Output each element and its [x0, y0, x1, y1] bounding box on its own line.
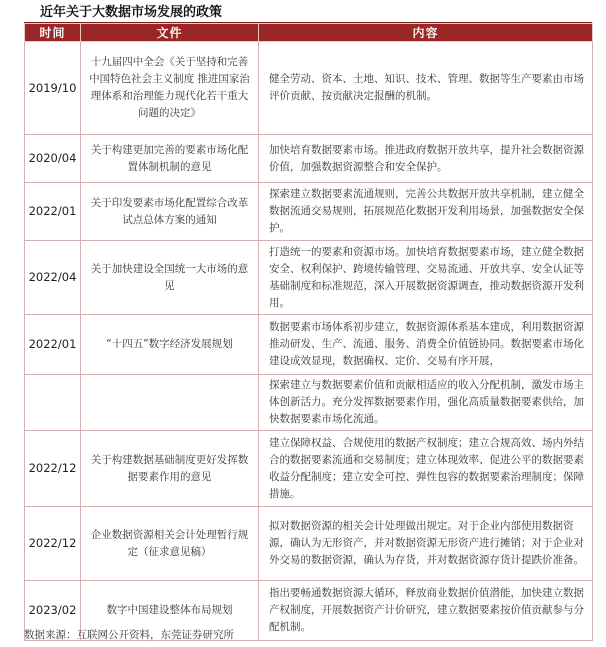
row-year: 2020/04 — [25, 135, 81, 183]
row-doc: 关于构建数据基础制度更好发挥数据要素作用的意见 — [81, 431, 259, 507]
data-source-note: 数据来源：互联网公开资料，东莞证券研究所 — [24, 629, 234, 641]
row-content: 指出要畅通数据资源大循环，释放商业数据价值潜能，加快建立数据产权制度，开展数据资产计价研究，建立数据要素按价值贡献参与分配机制。 — [259, 581, 593, 641]
row-content: 健全劳动、资本、土地、知识、技术、管理、数据等生产要素由市场评价贡献、按贡献决定报酬的机制。 — [259, 42, 593, 135]
table-header-row — [25, 24, 593, 42]
row-doc: 企业数据资源相关会计处理暂行规定（征求意见稿） — [81, 507, 259, 581]
table-title: 近年关于大数据市场发展的政策 — [40, 5, 223, 20]
row-doc: 数字中国建设整体布局规划 — [81, 581, 259, 641]
row-content: 打造统一的要素和资源市场。加快培育数据要素市场，建立健全数据安全、权利保护、跨境传输管理、交易流通、开放共享、安全认证等基础制度和标准规范，深入开展数据资源调查，推动数据资源开发利用。 — [259, 241, 593, 315]
row-year: 2022/04 — [25, 241, 81, 315]
header-content: 内容 — [259, 24, 593, 42]
row-content: 数据要素市场体系初步建立，数据资源体系基本建成，利用数据资源推动研发、生产、流通、服务、消费全价值链协同。数据要素市场化建设成效显现，数据确权、定价、交易有序开展， — [259, 315, 593, 375]
table-row — [25, 507, 593, 581]
row-year: 2022/12 — [25, 507, 81, 581]
row-content: 探索建立数据要素流通规则，完善公共数据开放共享机制，建立健全数据流通交易规则，拓展规范化数据开发利用场景，加强数据安全保护。 — [259, 183, 593, 241]
table-row — [25, 241, 593, 315]
row-doc: 十九届四中全会《关于坚持和完善中国特色社会主义制度 推进国家治理体系和治理能力现代化若干重大问题的决定》 — [81, 42, 259, 135]
table-row — [25, 135, 593, 183]
table-row — [25, 42, 593, 135]
table-row — [25, 183, 593, 241]
row-doc: “十四五”数字经济发展规划 — [81, 315, 259, 375]
row-content: 加快培育数据要素市场。推进政府数据开放共享，提升社会数据资源价值，加强数据资源整合和安全保护。 — [259, 135, 593, 183]
row-content: 探索建立与数据要素价值和贡献相适应的收入分配机制，激发市场主体创新活力。充分发挥数据要素作用，强化高质量数据要素供给，加快数据要素市场化流通。 — [259, 375, 593, 431]
row-content: 建立保障权益、合规使用的数据产权制度；建立合规高效、场内外结合的数据要素流通和交易制度；建立体现效率、促进公平的数据要素收益分配制度；建立安全可控、弹性包容的数据要素治理制度；保障措施。 — [259, 431, 593, 507]
row-doc: 关于印发要素市场化配置综合改革试点总体方案的通知 — [81, 183, 259, 241]
header-time: 时间 — [25, 24, 81, 42]
row-year: 2022/01 — [25, 183, 81, 241]
policy-table — [24, 23, 593, 641]
row-year: 2023/02 — [25, 581, 81, 641]
table-row — [25, 431, 593, 507]
row-doc: 关于构建更加完善的要素市场化配置体制机制的意见 — [81, 135, 259, 183]
row-doc — [81, 375, 259, 431]
table-row — [25, 375, 593, 431]
row-content: 拟对数据资源的相关会计处理做出规定。对于企业内部使用数据资源，确认为无形资产，并对数据资源无形资产进行摊销；对于企业对外交易的数据资源，确认为存货，并对数据资源存货计提跌价准备。 — [259, 507, 593, 581]
row-doc: 关于加快建设全国统一大市场的意见 — [81, 241, 259, 315]
table-row — [25, 315, 593, 375]
header-doc: 文件 — [81, 24, 259, 42]
row-year: 2022/12 — [25, 431, 81, 507]
row-year: 2019/10 — [25, 42, 81, 135]
row-year — [25, 375, 81, 431]
row-year: 2022/01 — [25, 315, 81, 375]
